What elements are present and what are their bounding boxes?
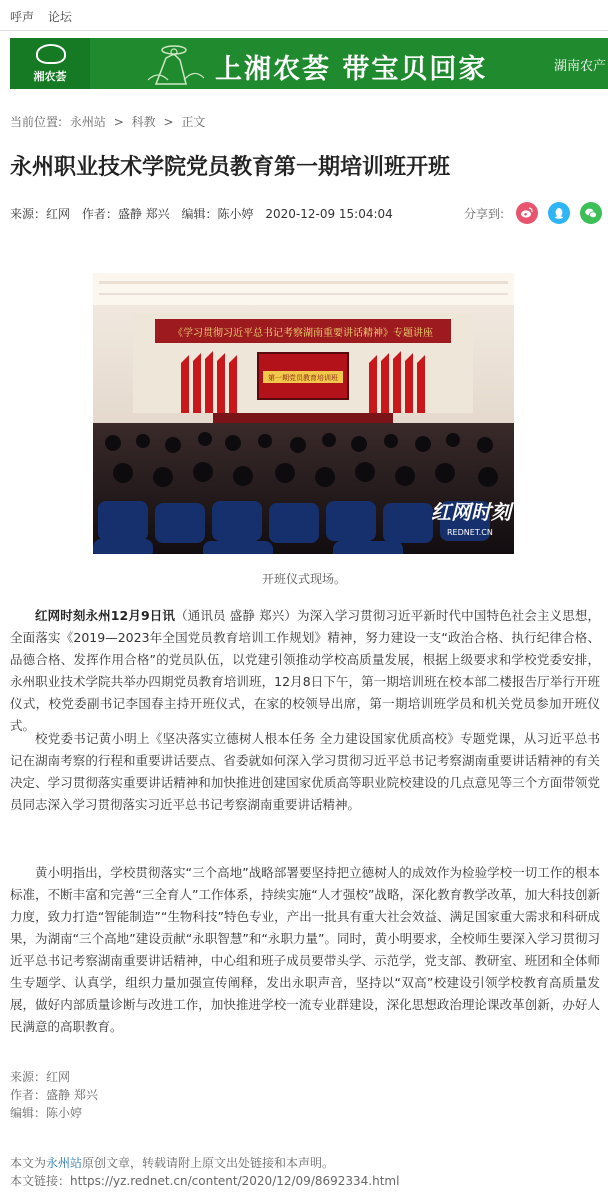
- farmer-illustration-icon: [146, 40, 206, 88]
- article-paragraph: 校党委书记黄小明上《坚决落实立德树人根本任务 全力建设国家优质高校》专题党课，从习近平总书记在湖南考察的行程和重要讲话要点、省委就如何深入学习贯彻习近平总书记考察湖南重要讲话精神的有关决定、学习贯彻落实重要讲话精神和加快推进创建国家优质高等职业院校建设的几点意见等三个方面带领党员同志深入学习贯彻落实习近平总书记考察湖南重要讲话精神。: [10, 731, 600, 812]
- credit-author: 作者：盛静 郑兴: [10, 1088, 98, 1102]
- share-bar: [464, 202, 602, 224]
- wechat-icon: [584, 206, 598, 220]
- paragraph-lead: 红网时刻永州12月9日讯: [35, 608, 176, 623]
- share-weibo-button[interactable]: [516, 202, 538, 224]
- rednet-watermark: 红网时刻: [431, 500, 511, 524]
- share-qq-button[interactable]: [548, 202, 570, 224]
- article-photo: [93, 273, 514, 554]
- top-nav: [10, 8, 82, 25]
- credit-editor: 编辑：陈小婷: [10, 1106, 83, 1120]
- copyright-note: [10, 1154, 399, 1190]
- leaf-logo-icon: [36, 44, 66, 64]
- stage-banner-text: 《学习贯彻习近平总书记考察湖南重要讲话精神》专题讲座: [173, 328, 433, 339]
- qq-icon: [552, 206, 566, 220]
- share-label: 分享到:: [464, 206, 505, 221]
- breadcrumb-item-science[interactable]: 科教: [131, 115, 156, 129]
- banner-slogan: 上湘农荟 带宝贝回家: [215, 54, 488, 85]
- meta-editor: 编辑：陈小婷: [181, 207, 254, 221]
- top-divider: [0, 30, 608, 31]
- meta-datetime: 2020-12-09 15:04:04: [265, 207, 393, 221]
- nav-link-forum[interactable]: 论坛: [47, 10, 72, 24]
- breadcrumb-separator: >: [113, 115, 124, 129]
- meta-author: 作者：盛静 郑兴: [81, 207, 170, 221]
- banner-logo: [10, 38, 90, 89]
- breadcrumb-item-yongzhou[interactable]: 永州站: [69, 115, 106, 129]
- meta-source: 来源：红网: [10, 207, 71, 221]
- copyright-suffix: 原创文章，转载请附上原文出处链接和本声明。: [82, 1156, 335, 1170]
- copyright-statement: [10, 1154, 399, 1172]
- paragraph-text: （通讯员 盛静 郑兴）为深入学习贯彻习近平新时代中国特色社会主义思想，全面落实《2019—2023年全国党员教育培训工作规划》精神，努力建设一支“政治合格、执行纪律合格、品德合格、发挥作用合格”的党员队伍，以党建引领推动学校高质量发展，根据上级要求和学校党委安排，永州职业技术学院共举办四期党员教育培训班，12月8日下午，第一期培训班在校本部二楼报告厅举行开班仪式，校党委副书记李国春主持开班仪式，在家的校领导出席，第一期培训班学员和机关党员参加开班仪式。: [10, 608, 601, 733]
- screen-text: 第一期党员教育培训班: [268, 374, 338, 382]
- breadcrumb-label: 当前位置:: [10, 115, 63, 129]
- article-credits: [10, 1068, 98, 1122]
- weibo-icon: [520, 206, 534, 220]
- article-paragraph: [10, 605, 600, 737]
- breadcrumb-item-current: 正文: [181, 115, 206, 129]
- ad-banner[interactable]: [10, 38, 608, 89]
- credit-source: 来源：红网: [10, 1070, 71, 1084]
- auditorium-photo-illustration: [93, 273, 514, 554]
- page-title: 永州职业技术学院党员教育第一期培训班开班: [10, 155, 451, 180]
- article-link-label: 本文链接：: [10, 1174, 71, 1188]
- banner-region: 湖南农产: [554, 59, 607, 74]
- article-url-link[interactable]: https://yz.rednet.cn/content/2020/12/09/8692334.html: [70, 1174, 400, 1188]
- article-link-row: [10, 1172, 399, 1190]
- share-wechat-button[interactable]: [580, 202, 602, 224]
- nav-link-voice[interactable]: 呼声: [10, 10, 35, 24]
- rednet-watermark-url: REDNET.CN: [447, 528, 493, 537]
- site-link[interactable]: 永州站: [46, 1156, 83, 1170]
- breadcrumb-separator: >: [163, 115, 174, 129]
- article-meta: [10, 205, 401, 222]
- breadcrumb: [10, 113, 209, 130]
- article-paragraph: 黄小明指出，学校贯彻落实“三个高地”战略部署要坚持把立德树人的成效作为检验学校一切工作的根本标准，不断丰富和完善“三全育人”工作体系，持续实施“人才强校”战略，深化教育教学改革，加大科技创新力度，致力打造“智能制造”“生物科技”特色专业，产出一批具有重大社会效益、满足国家重大需求和科研成果，为湖南“三个高地”建设贡献“永职智慧”和“永职力量”。同时，黄小明要求，全校师生要深入学习贯彻习近平总书记考察湖南重要讲话精神，中心组和班子成员要带头学、示范学，党支部、教研室、班团和全体师生专题学、认真学，组织力量加强宣传阐释，发出永职声音，坚持以“双高”校建设引领学校教育高质量发展，做好内部质量诊断与改进工作，加快推进学校一流专业群建设，深化思想政治理论课改革创新，办好人民满意的高职教育。: [10, 865, 600, 1034]
- banner-logo-text: 湘农荟: [33, 70, 67, 83]
- copyright-prefix: 本文为: [10, 1156, 47, 1170]
- photo-caption: 开班仪式现场。: [261, 572, 346, 586]
